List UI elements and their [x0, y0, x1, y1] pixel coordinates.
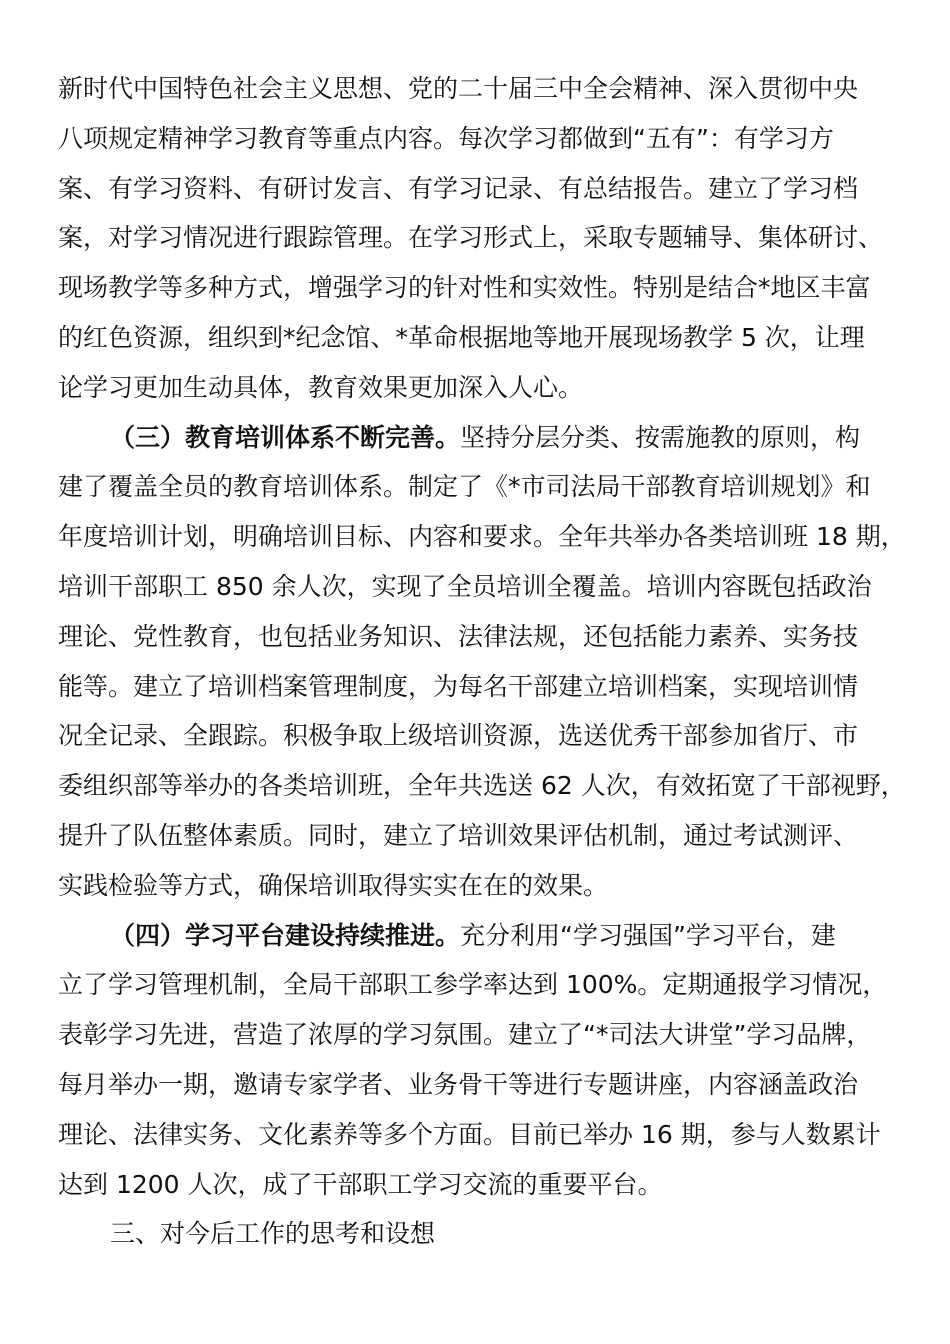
text-line: [58, 413, 908, 463]
text-line: 论学习更加生动具体，教育效果更加深入人心。: [58, 372, 584, 402]
section-heading: （四）学习平台建设持续推进。: [110, 920, 461, 950]
text-line: 现场教学等多种方式，增强学习的针对性和实效性。特别是结合*地区丰富: [58, 273, 871, 303]
text-line: 实践检验等方式，确保培训取得实实在在的效果。: [58, 870, 609, 900]
text-line: [58, 911, 908, 961]
text-line: 达到 1200 人次，成了干部职工学习交流的重要平台。: [58, 1169, 663, 1199]
text-line: 案，对学习情况进行跟踪管理。在学习形式上，采取专题辅导、集体研讨、: [58, 223, 884, 253]
text-line: 培训干部职工 850 余人次，实现了全员培训全覆盖。培训内容既包括政治: [58, 571, 872, 601]
document-page: [58, 64, 908, 1259]
text-line: 立了学习管理机制，全局干部职工参学率达到 100%。定期通报学习情况，: [58, 970, 888, 1000]
text-line: 理论、党性教育，也包括业务知识、法律法规，还包括能力素养、实务技: [58, 621, 859, 651]
text-line: 案、有学习资料、有研讨发言、有学习记录、有总结报告。建立了学习档: [58, 173, 859, 203]
paragraph-study-content: [58, 64, 908, 413]
paragraph-learning-platform: [58, 911, 908, 1210]
text-line: 年度培训计划，明确培训目标、内容和要求。全年共举办各类培训班 18 期，: [58, 522, 906, 552]
text-line: 的红色资源，组织到*纪念馆、*革命根据地等地开展现场教学 5 次，让理: [58, 322, 865, 352]
text-line: 八项规定精神学习教育等重点内容。每次学习都做到“五有”：有学习方: [58, 123, 834, 153]
text-line: 提升了队伍整体素质。同时，建立了培训效果评估机制，通过考试测评、: [58, 820, 859, 850]
text-line: 每月举办一期，邀请专家学者、业务骨干等进行专题讲座，内容涵盖政治: [58, 1069, 859, 1099]
text-line: 况全记录、全跟踪。积极争取上级培训资源，选送优秀干部参加省厅、市: [58, 721, 859, 751]
text-line: 表彰学习先进，营造了浓厚的学习氛围。建立了“*司法大讲堂”学习品牌，: [58, 1020, 872, 1050]
text-line: 新时代中国特色社会主义思想、党的二十届三中全会精神、深入贯彻中央: [58, 74, 859, 103]
text-line: 理论、法律实务、文化素养等多个方面。目前已举办 16 期，参与人数累计: [58, 1119, 881, 1149]
section-heading: （三）教育培训体系不断完善。: [110, 422, 461, 452]
text-line: 建了覆盖全员的教育培训体系。制定了《*市司法局干部教育培训规划》和: [58, 472, 871, 502]
paragraph-training-system: [58, 413, 908, 911]
text-line: 委组织部等举办的各类培训班，全年共选送 62 人次，有效拓宽了干部视野，: [58, 771, 906, 801]
text-run: 充分利用“学习强国”学习平台，建: [460, 920, 836, 950]
part-heading: 三、对今后工作的思考和设想: [110, 1219, 436, 1249]
text-run: 坚持分层分类、按需施教的原则，构: [460, 422, 861, 452]
text-line: 能等。建立了培训档案管理制度，为每名干部建立培训档案，实现培训情: [58, 671, 859, 701]
